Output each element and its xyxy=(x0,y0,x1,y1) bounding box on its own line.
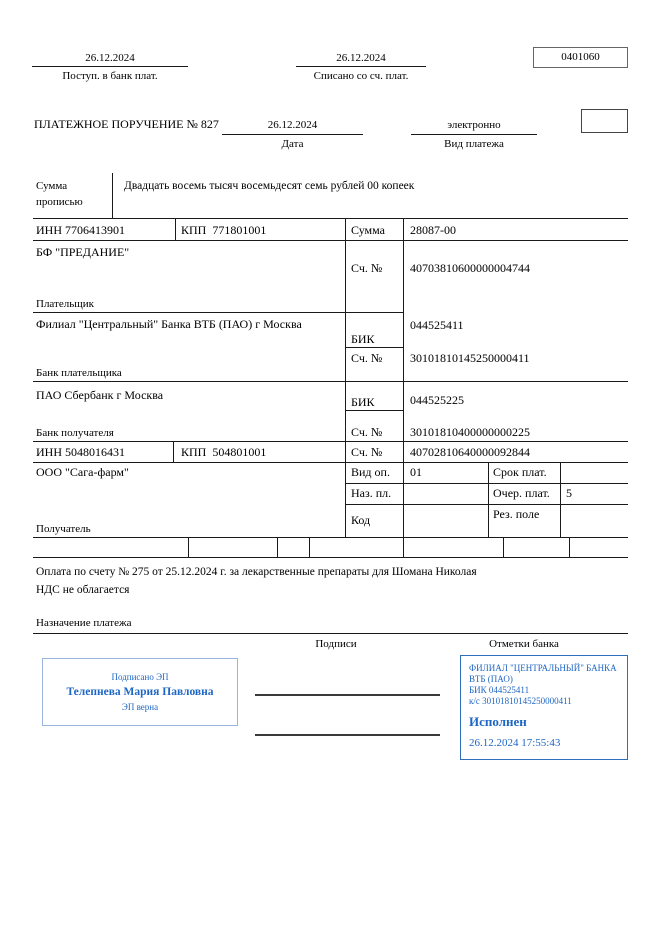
divider xyxy=(411,134,537,135)
bank-stamp-line-4: к/с 30101810145250000411 xyxy=(469,696,572,706)
payee-bank-account-label: Сч. № xyxy=(351,425,383,439)
purpose-label: Назначение платежа xyxy=(36,617,132,629)
payer-account: 40703810600000004744 xyxy=(410,261,530,275)
payer-bank-bik-label: БИК xyxy=(351,332,375,346)
divider xyxy=(277,537,278,557)
signatures-label: Подписи xyxy=(315,638,357,650)
payee-account: 40702810640000092844 xyxy=(410,445,530,459)
divider xyxy=(560,462,561,537)
divider xyxy=(173,441,174,462)
divider xyxy=(309,537,310,557)
esignature-signed-label: Подписано ЭП xyxy=(111,672,169,682)
amount-words-text: Двадцать восемь тысяч восемьдесят семь рублей 00 копеек xyxy=(124,180,415,192)
bank-stamp-line-3: БИК 044525411 xyxy=(469,685,530,695)
divider xyxy=(488,462,489,537)
divider xyxy=(175,218,176,240)
received-date-label: Поступ. в банк плат. xyxy=(62,70,158,82)
amount-words-label-1: Сумма xyxy=(36,180,68,192)
signature-line-2 xyxy=(255,734,440,736)
divider xyxy=(188,537,189,557)
date-label: Дата xyxy=(281,138,304,150)
payee-label: Получатель xyxy=(36,523,91,535)
divider xyxy=(33,462,628,463)
divider xyxy=(33,441,628,442)
divider xyxy=(33,240,628,241)
divider xyxy=(33,557,628,558)
signature-line-1 xyxy=(255,694,440,696)
payer-inn: ИНН 7706413901 xyxy=(36,223,125,237)
esignature-stamp xyxy=(42,658,238,726)
op-type-label: Вид оп. xyxy=(351,465,390,479)
bank-stamp-line-1: ФИЛИАЛ "ЦЕНТРАЛЬНЫЙ" БАНКА xyxy=(469,663,617,673)
payer-bank-label: Банк плательщика xyxy=(36,367,122,379)
debited-date: 26.12.2024 xyxy=(336,52,386,64)
bank-stamp-line-2: ВТБ (ПАО) xyxy=(469,674,513,684)
priority-label: Очер. плат. xyxy=(493,486,550,500)
payee-name: ООО "Сага-фарм" xyxy=(36,465,129,479)
document-title: ПЛАТЕЖНОЕ ПОРУЧЕНИЕ № 827 xyxy=(34,117,219,131)
purpose-line-1: Оплата по счету № 275 от 25.12.2024 г. за лекарственные препараты для Шомана Николая xyxy=(36,566,477,578)
divider xyxy=(345,347,403,348)
payee-kpp: КПП 504801001 xyxy=(181,445,267,459)
divider xyxy=(345,483,628,484)
divider xyxy=(33,312,403,313)
divider xyxy=(345,218,346,537)
divider xyxy=(33,381,628,382)
payee-bank-bik: 044525225 xyxy=(410,393,464,407)
form-code-box xyxy=(533,47,628,68)
payee-bank-name: ПАО Сбербанк г Москва xyxy=(36,388,164,402)
payee-account-label: Сч. № xyxy=(351,445,383,459)
bank-stamp xyxy=(460,655,628,760)
divider xyxy=(222,134,363,135)
reserve-field-label: Рез. поле xyxy=(493,507,540,521)
payee-bank-account: 30101810400000000225 xyxy=(410,425,530,439)
due-date-label: Срок плат. xyxy=(493,465,547,479)
payee-bank-label: Банк получателя xyxy=(36,427,114,439)
purpose-line-2: НДС не облагается xyxy=(36,584,130,596)
payer-kpp: КПП 771801001 xyxy=(181,223,267,237)
payment-kind: электронно xyxy=(447,119,501,131)
payer-bank-name: Филиал "Центральный" Банка ВТБ (ПАО) г Москва xyxy=(36,317,302,331)
sum-label: Сумма xyxy=(351,223,385,237)
payee-inn: ИНН 5048016431 xyxy=(36,445,125,459)
debited-date-label: Списано со сч. плат. xyxy=(313,70,409,82)
bank-stamp-datetime: 26.12.2024 17:55:43 xyxy=(469,737,561,749)
divider xyxy=(33,537,628,538)
divider xyxy=(296,66,426,67)
sum-value: 28087-00 xyxy=(410,223,456,237)
document-date: 26.12.2024 xyxy=(267,119,318,131)
purpose-code-label: Наз. пл. xyxy=(351,486,392,500)
bank-stamp-status: Исполнен xyxy=(469,714,527,729)
payer-account-label: Сч. № xyxy=(351,261,383,275)
payer-name: БФ "ПРЕДАНИЕ" xyxy=(36,245,130,259)
divider xyxy=(403,218,404,557)
code-label: Код xyxy=(351,513,371,527)
divider xyxy=(112,173,113,218)
divider xyxy=(345,410,403,411)
payer-bank-bik: 044525411 xyxy=(410,318,464,332)
divider xyxy=(33,633,628,634)
op-type-value: 01 xyxy=(410,465,422,479)
divider xyxy=(569,537,570,557)
esignature-valid-label: ЭП верна xyxy=(121,702,159,712)
bank-marks-label: Отметки банка xyxy=(489,638,559,650)
divider xyxy=(33,218,628,219)
esignature-name: Телепнева Мария Павловна xyxy=(66,686,214,698)
payee-bank-bik-label: БИК xyxy=(351,395,375,409)
payer-bank-account: 30101810145250000411 xyxy=(410,351,530,365)
priority-box xyxy=(581,109,628,133)
divider xyxy=(345,504,628,505)
payer-bank-account-label: Сч. № xyxy=(351,351,383,365)
divider xyxy=(32,66,188,67)
priority-value: 5 xyxy=(566,486,572,500)
payer-label: Плательщик xyxy=(36,298,94,310)
form-code: 0401060 xyxy=(561,51,600,63)
payment-kind-label: Вид платежа xyxy=(444,138,504,150)
amount-words-label-2: прописью xyxy=(36,196,83,208)
received-date: 26.12.2024 xyxy=(85,52,135,64)
divider xyxy=(503,537,504,557)
